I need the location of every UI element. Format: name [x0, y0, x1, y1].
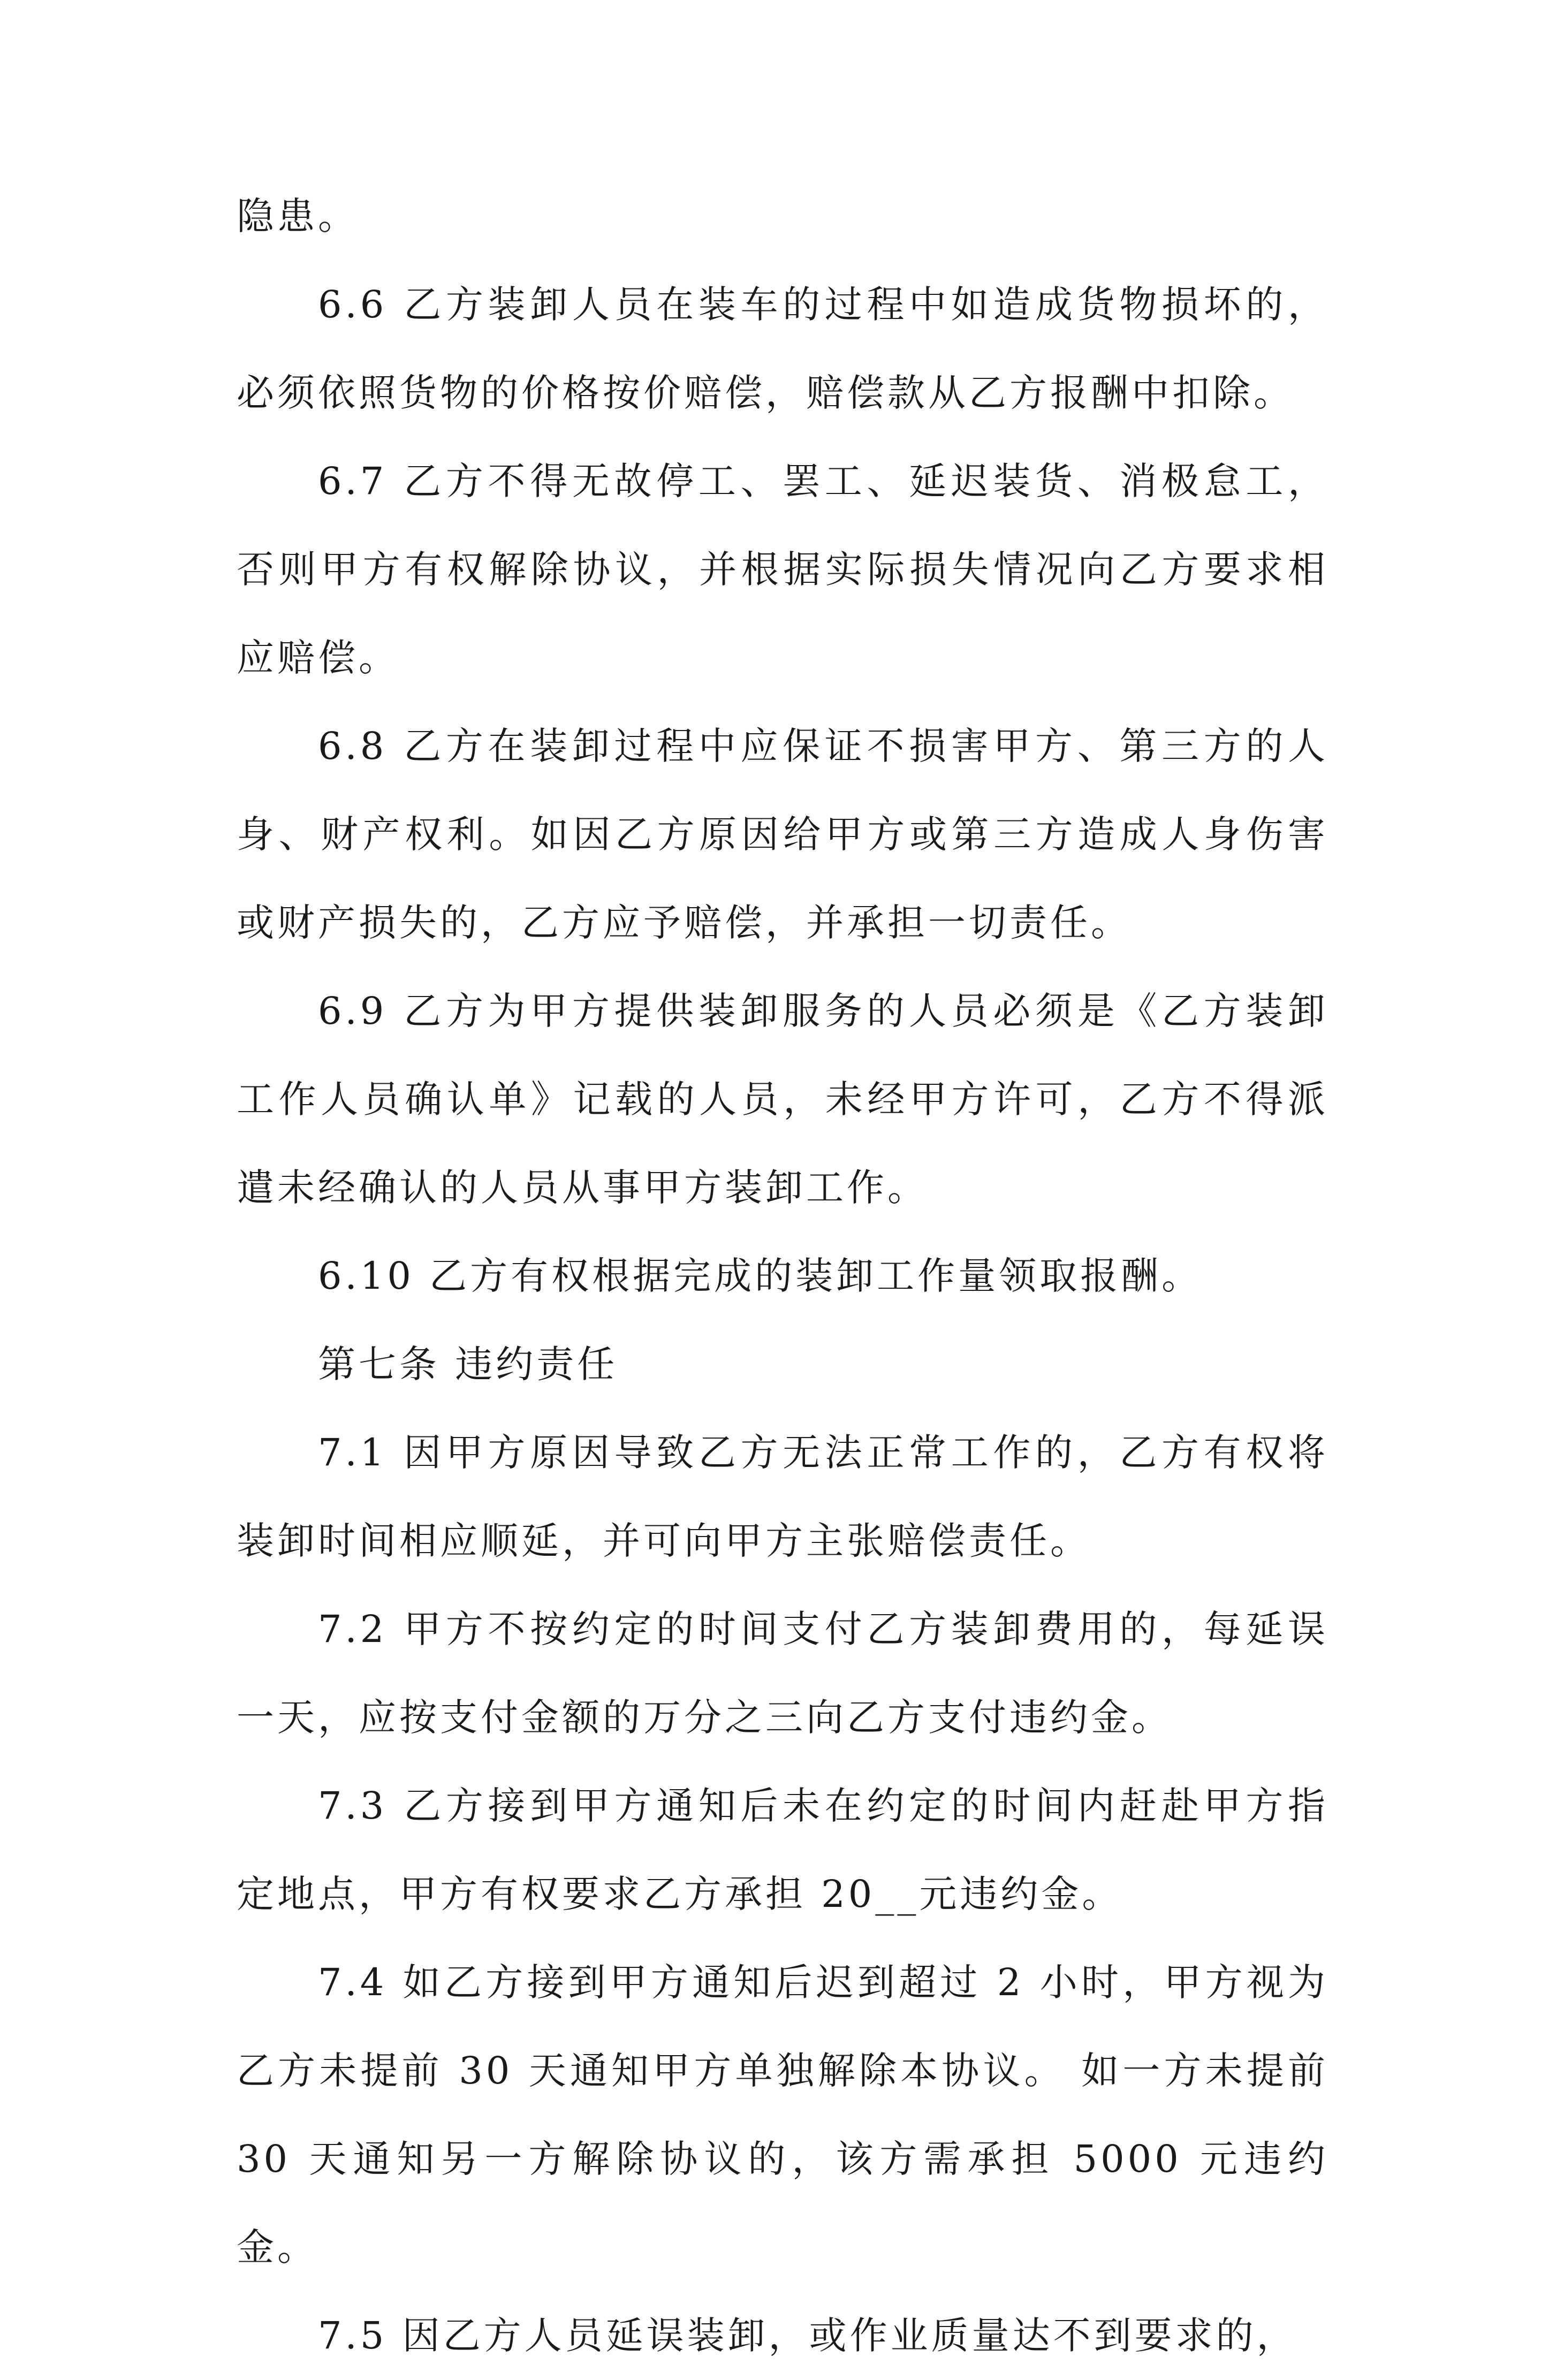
clause-7-3: 7.3 乙方接到甲方通知后未在约定的时间内赶赴甲方指定地点，甲方有权要求乙方承担 20__元违约金。 — [237, 1784, 1328, 1916]
clause-6-6: 6.6 乙方装卸人员在装车的过程中如造成货物损坏的，必须依照货物的价格按价赔偿，赔偿款从乙方报酬中扣除。 — [237, 283, 1328, 415]
clause-7-4: 7.4 如乙方接到甲方通知后迟到超过 2 小时，甲方视为乙方未提前 30 天通知甲方单独解除本协议。 如一方未提前 30 天通知另一方解除协议的，该方需承担 5000 元违约金。 — [237, 1960, 1328, 2269]
clause-6-9: 6.9 乙方为甲方提供装卸服务的人员必须是《乙方装卸工作人员确认单》记载的人员，未经甲方许可，乙方不得派遣未经确认的人员从事甲方装卸工作。 — [237, 989, 1328, 1210]
clause-6-7: 6.7 乙方不得无故停工、罢工、延迟装货、消极怠工，否则甲方有权解除协议，并根据实际损失情况向乙方要求相应赔偿。 — [237, 459, 1328, 680]
clause-7-5: 7.5 因乙方人员延误装卸，或作业质量达不到要求的， — [318, 2314, 1297, 2358]
paragraph-continuation: 隐患。 — [237, 194, 359, 238]
clause-7-1: 7.1 因甲方原因导致乙方无法正常工作的，乙方有权将装卸时间相应顺延，并可向甲方主张赔偿责任。 — [237, 1431, 1328, 1563]
document-body — [237, 172, 1328, 2380]
clause-6-8: 6.8 乙方在装卸过程中应保证不损害甲方、第三方的人身、财产权利。如因乙方原因给甲方或第三方造成人身伤害或财产损失的，乙方应予赔偿，并承担一切责任。 — [237, 724, 1328, 945]
clause-7-2: 7.2 甲方不按约定的时间支付乙方装卸费用的，每延误一天，应按支付金额的万分之三向乙方支付违约金。 — [237, 1607, 1328, 1739]
article-7-heading: 第七条 违约责任 — [318, 1342, 618, 1386]
clause-6-10: 6.10 乙方有权根据完成的装卸工作量领取报酬。 — [318, 1254, 1203, 1298]
